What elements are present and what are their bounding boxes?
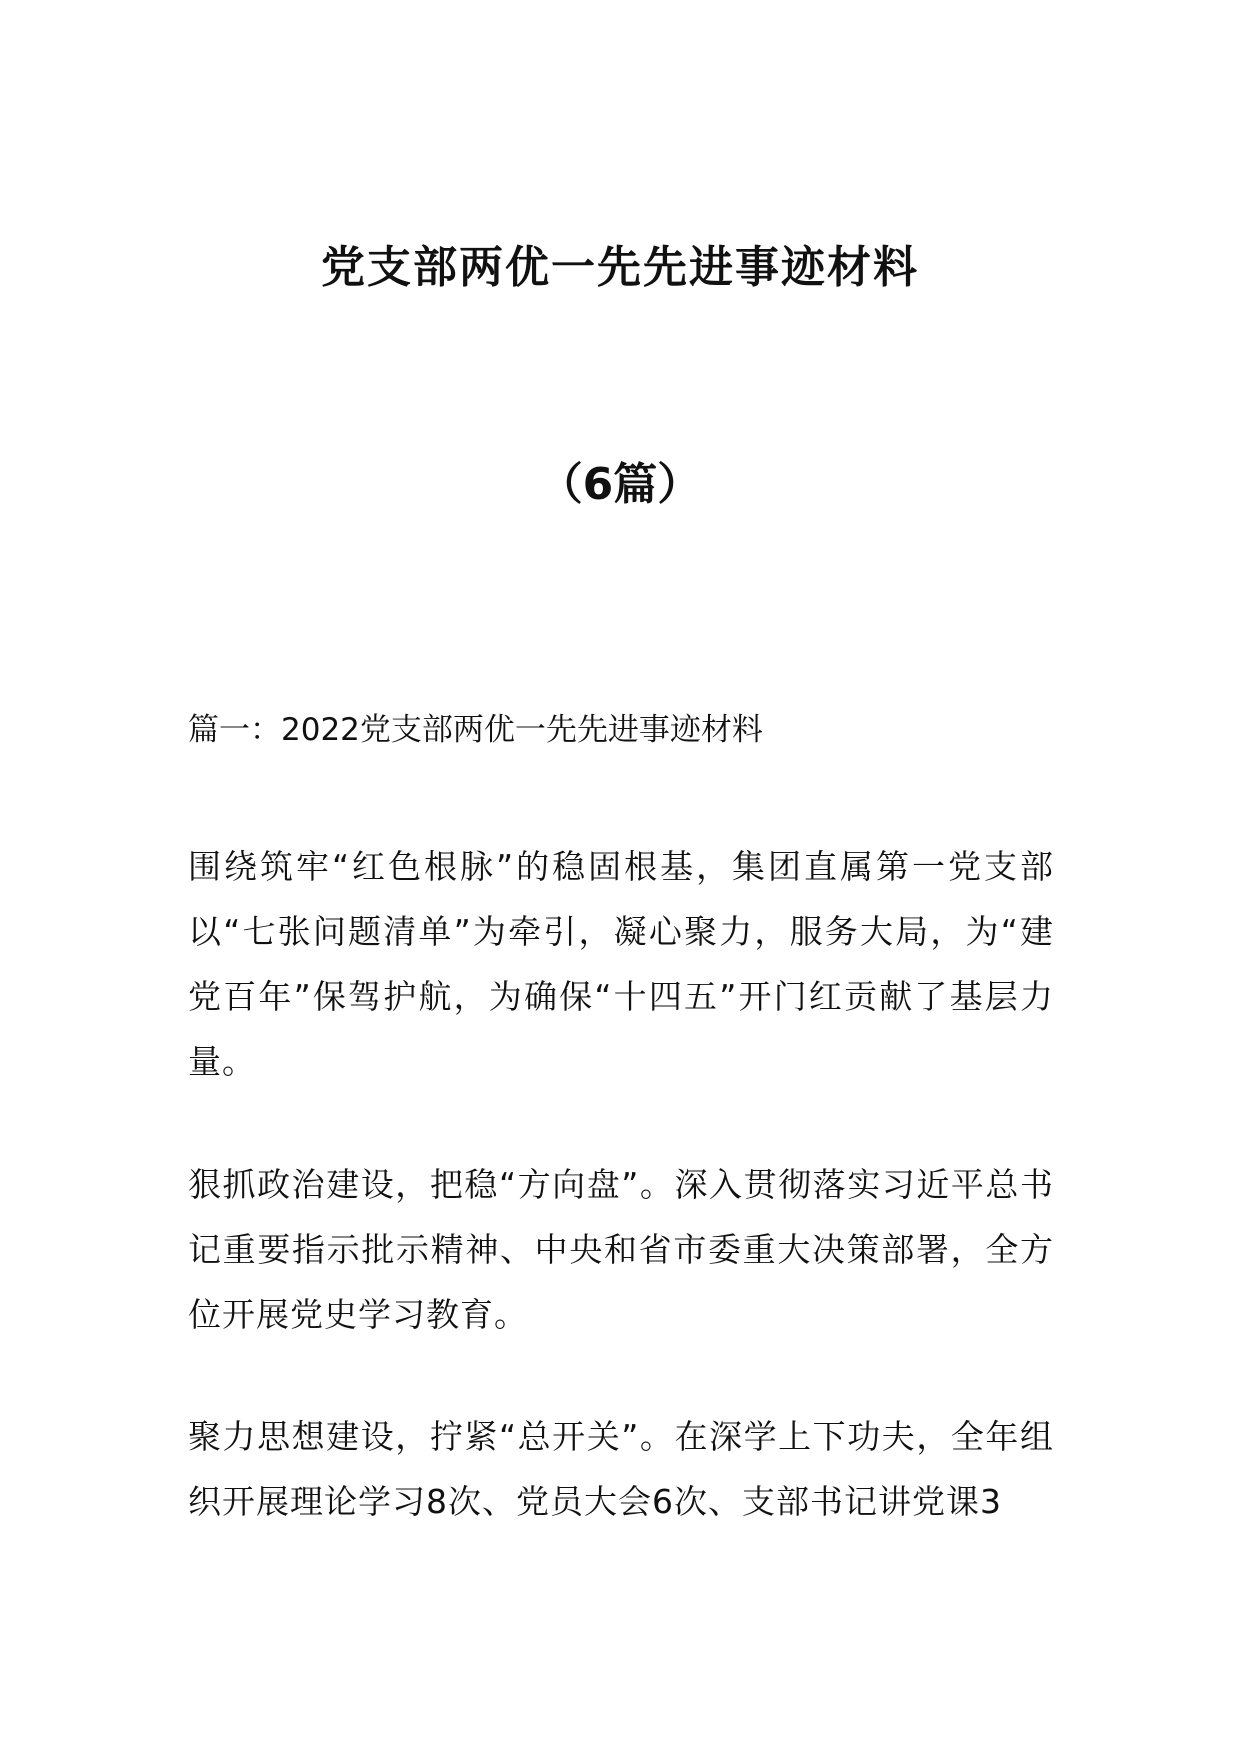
body-paragraph: 围绕筑牢“红色根脉”的稳固根基，集团直属第一党支部以“七张问题清单”为牵引，凝心聚力，服务大局，为“建党百年”保驾护航，为确保“十四五”开门红贡献了基层力量。 [188, 847, 1054, 1081]
document-count-label: （6篇） [538, 459, 702, 510]
body-paragraph: 狠抓政治建设，把稳“方向盘”。深入贯彻落实习近平总书记重要指示批示精神、中央和省市委重大决策部署，全方位开展党史学习教育。 [188, 1165, 1054, 1334]
document-title: 党支部两优一先先进事迹材料 [321, 242, 919, 293]
body-paragraph: 聚力思想建设，拧紧“总开关”。在深学上下功夫，全年组织开展理论学习8次、党员大会6次、支部书记讲党课3 [188, 1417, 1054, 1521]
section-heading: 篇一：2022党支部两优一先先进事迹材料 [188, 712, 763, 748]
